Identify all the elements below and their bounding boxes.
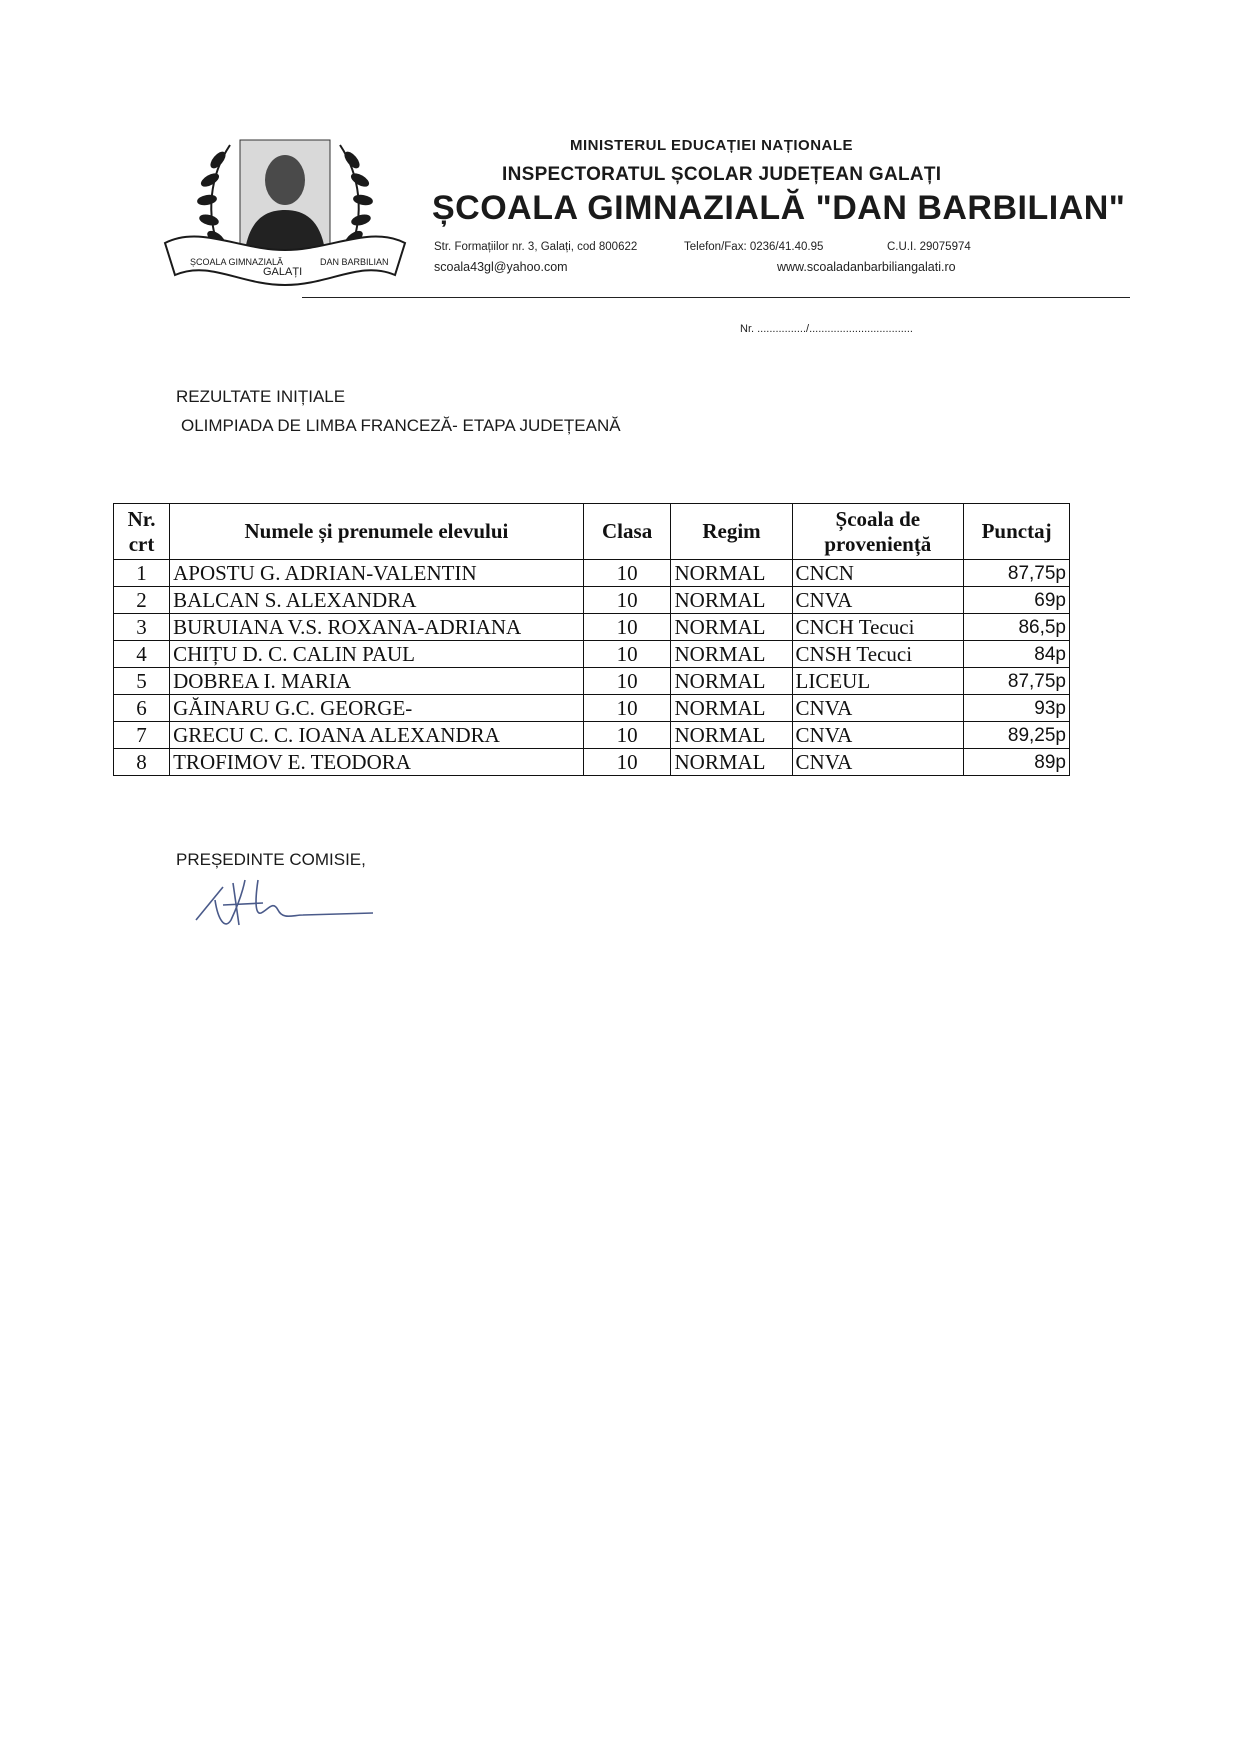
cell-nr: 8 [114, 749, 170, 776]
school-logo [160, 125, 410, 300]
cell-clasa: 10 [583, 722, 671, 749]
cell-nr: 4 [114, 641, 170, 668]
cell-scoala: CNSH Tecuci [792, 641, 964, 668]
results-table [113, 503, 1070, 776]
cell-scoala: LICEUL [792, 668, 964, 695]
header-scoala: Școala de proveniență [792, 504, 964, 560]
logo-text-bottom: GALAȚI [263, 266, 303, 278]
cell-clasa: 10 [583, 560, 671, 587]
school-website: www.scoaladanbarbiliangalati.ro [777, 260, 956, 274]
document-subtitle: OLIMPIADA DE LIMBA FRANCEZĂ- ETAPA JUDEȚEANĂ [181, 416, 621, 435]
cell-nr: 1 [114, 560, 170, 587]
table-row [114, 668, 1070, 695]
table-row [114, 695, 1070, 722]
school-address: Str. Formațiilor nr. 3, Galați, cod 800622 [434, 241, 638, 253]
table-row [114, 641, 1070, 668]
cell-clasa: 10 [583, 587, 671, 614]
table-header-row [114, 504, 1070, 560]
cell-name: TROFIMOV E. TEODORA [170, 749, 584, 776]
school-cui: C.U.I. 29075974 [887, 241, 971, 253]
cell-regim: NORMAL [671, 668, 792, 695]
inspectorate-name: INSPECTORATUL ȘCOLAR JUDEȚEAN GALAȚI [502, 164, 942, 185]
cell-name: BALCAN S. ALEXANDRA [170, 587, 584, 614]
cell-regim: NORMAL [671, 614, 792, 641]
cell-name: APOSTU G. ADRIAN-VALENTIN [170, 560, 584, 587]
header-clasa: Clasa [583, 504, 671, 560]
letterhead-divider [302, 297, 1130, 298]
president-signature [193, 865, 383, 940]
document-title: REZULTATE INIȚIALE [176, 387, 346, 406]
cell-name: CHIȚU D. C. CALIN PAUL [170, 641, 584, 668]
header-nr: Nr. crt [114, 504, 170, 560]
school-name: ȘCOALA GIMNAZIALĂ "DAN BARBILIAN" [432, 189, 1126, 227]
cell-nr: 6 [114, 695, 170, 722]
cell-regim: NORMAL [671, 749, 792, 776]
cell-scoala: CNCN [792, 560, 964, 587]
cell-clasa: 10 [583, 614, 671, 641]
cell-name: BURUIANA V.S. ROXANA-ADRIANA [170, 614, 584, 641]
logo-text-right: DAN BARBILIAN [320, 257, 389, 267]
table-row [114, 560, 1070, 587]
cell-punctaj: 69p [964, 587, 1070, 614]
cell-punctaj: 84p [964, 641, 1070, 668]
president-label: PREȘEDINTE COMISIE, [176, 850, 366, 869]
table-row [114, 614, 1070, 641]
cell-regim: NORMAL [671, 641, 792, 668]
cell-clasa: 10 [583, 641, 671, 668]
cell-scoala: CNVA [792, 749, 964, 776]
cell-scoala: CNCH Tecuci [792, 614, 964, 641]
registration-number: Nr. ................/.................................. [740, 323, 913, 335]
school-phone: Telefon/Fax: 0236/41.40.95 [684, 241, 824, 253]
cell-name: GĂINARU G.C. GEORGE- [170, 695, 584, 722]
cell-nr: 3 [114, 614, 170, 641]
cell-scoala: CNVA [792, 695, 964, 722]
header-regim: Regim [671, 504, 792, 560]
cell-clasa: 10 [583, 695, 671, 722]
header-punctaj: Punctaj [964, 504, 1070, 560]
cell-scoala: CNVA [792, 587, 964, 614]
cell-punctaj: 87,75p [964, 668, 1070, 695]
cell-nr: 2 [114, 587, 170, 614]
header-name: Numele și prenumele elevului [170, 504, 584, 560]
cell-regim: NORMAL [671, 695, 792, 722]
ministry-name: MINISTERUL EDUCAȚIEI NAȚIONALE [570, 137, 854, 154]
cell-regim: NORMAL [671, 560, 792, 587]
cell-punctaj: 87,75p [964, 560, 1070, 587]
table-row [114, 749, 1070, 776]
cell-punctaj: 86,5p [964, 614, 1070, 641]
letterhead [160, 125, 1126, 305]
cell-name: DOBREA I. MARIA [170, 668, 584, 695]
cell-clasa: 10 [583, 749, 671, 776]
cell-regim: NORMAL [671, 722, 792, 749]
cell-scoala: CNVA [792, 722, 964, 749]
cell-regim: NORMAL [671, 587, 792, 614]
cell-punctaj: 89,25p [964, 722, 1070, 749]
cell-nr: 5 [114, 668, 170, 695]
cell-name: GRECU C. C. IOANA ALEXANDRA [170, 722, 584, 749]
cell-nr: 7 [114, 722, 170, 749]
cell-clasa: 10 [583, 668, 671, 695]
school-email: scoala43gl@yahoo.com [434, 260, 568, 274]
table-row [114, 587, 1070, 614]
table-row [114, 722, 1070, 749]
cell-punctaj: 93p [964, 695, 1070, 722]
logo-text-left: ȘCOALA GIMNAZIALĂ [190, 257, 284, 267]
cell-punctaj: 89p [964, 749, 1070, 776]
